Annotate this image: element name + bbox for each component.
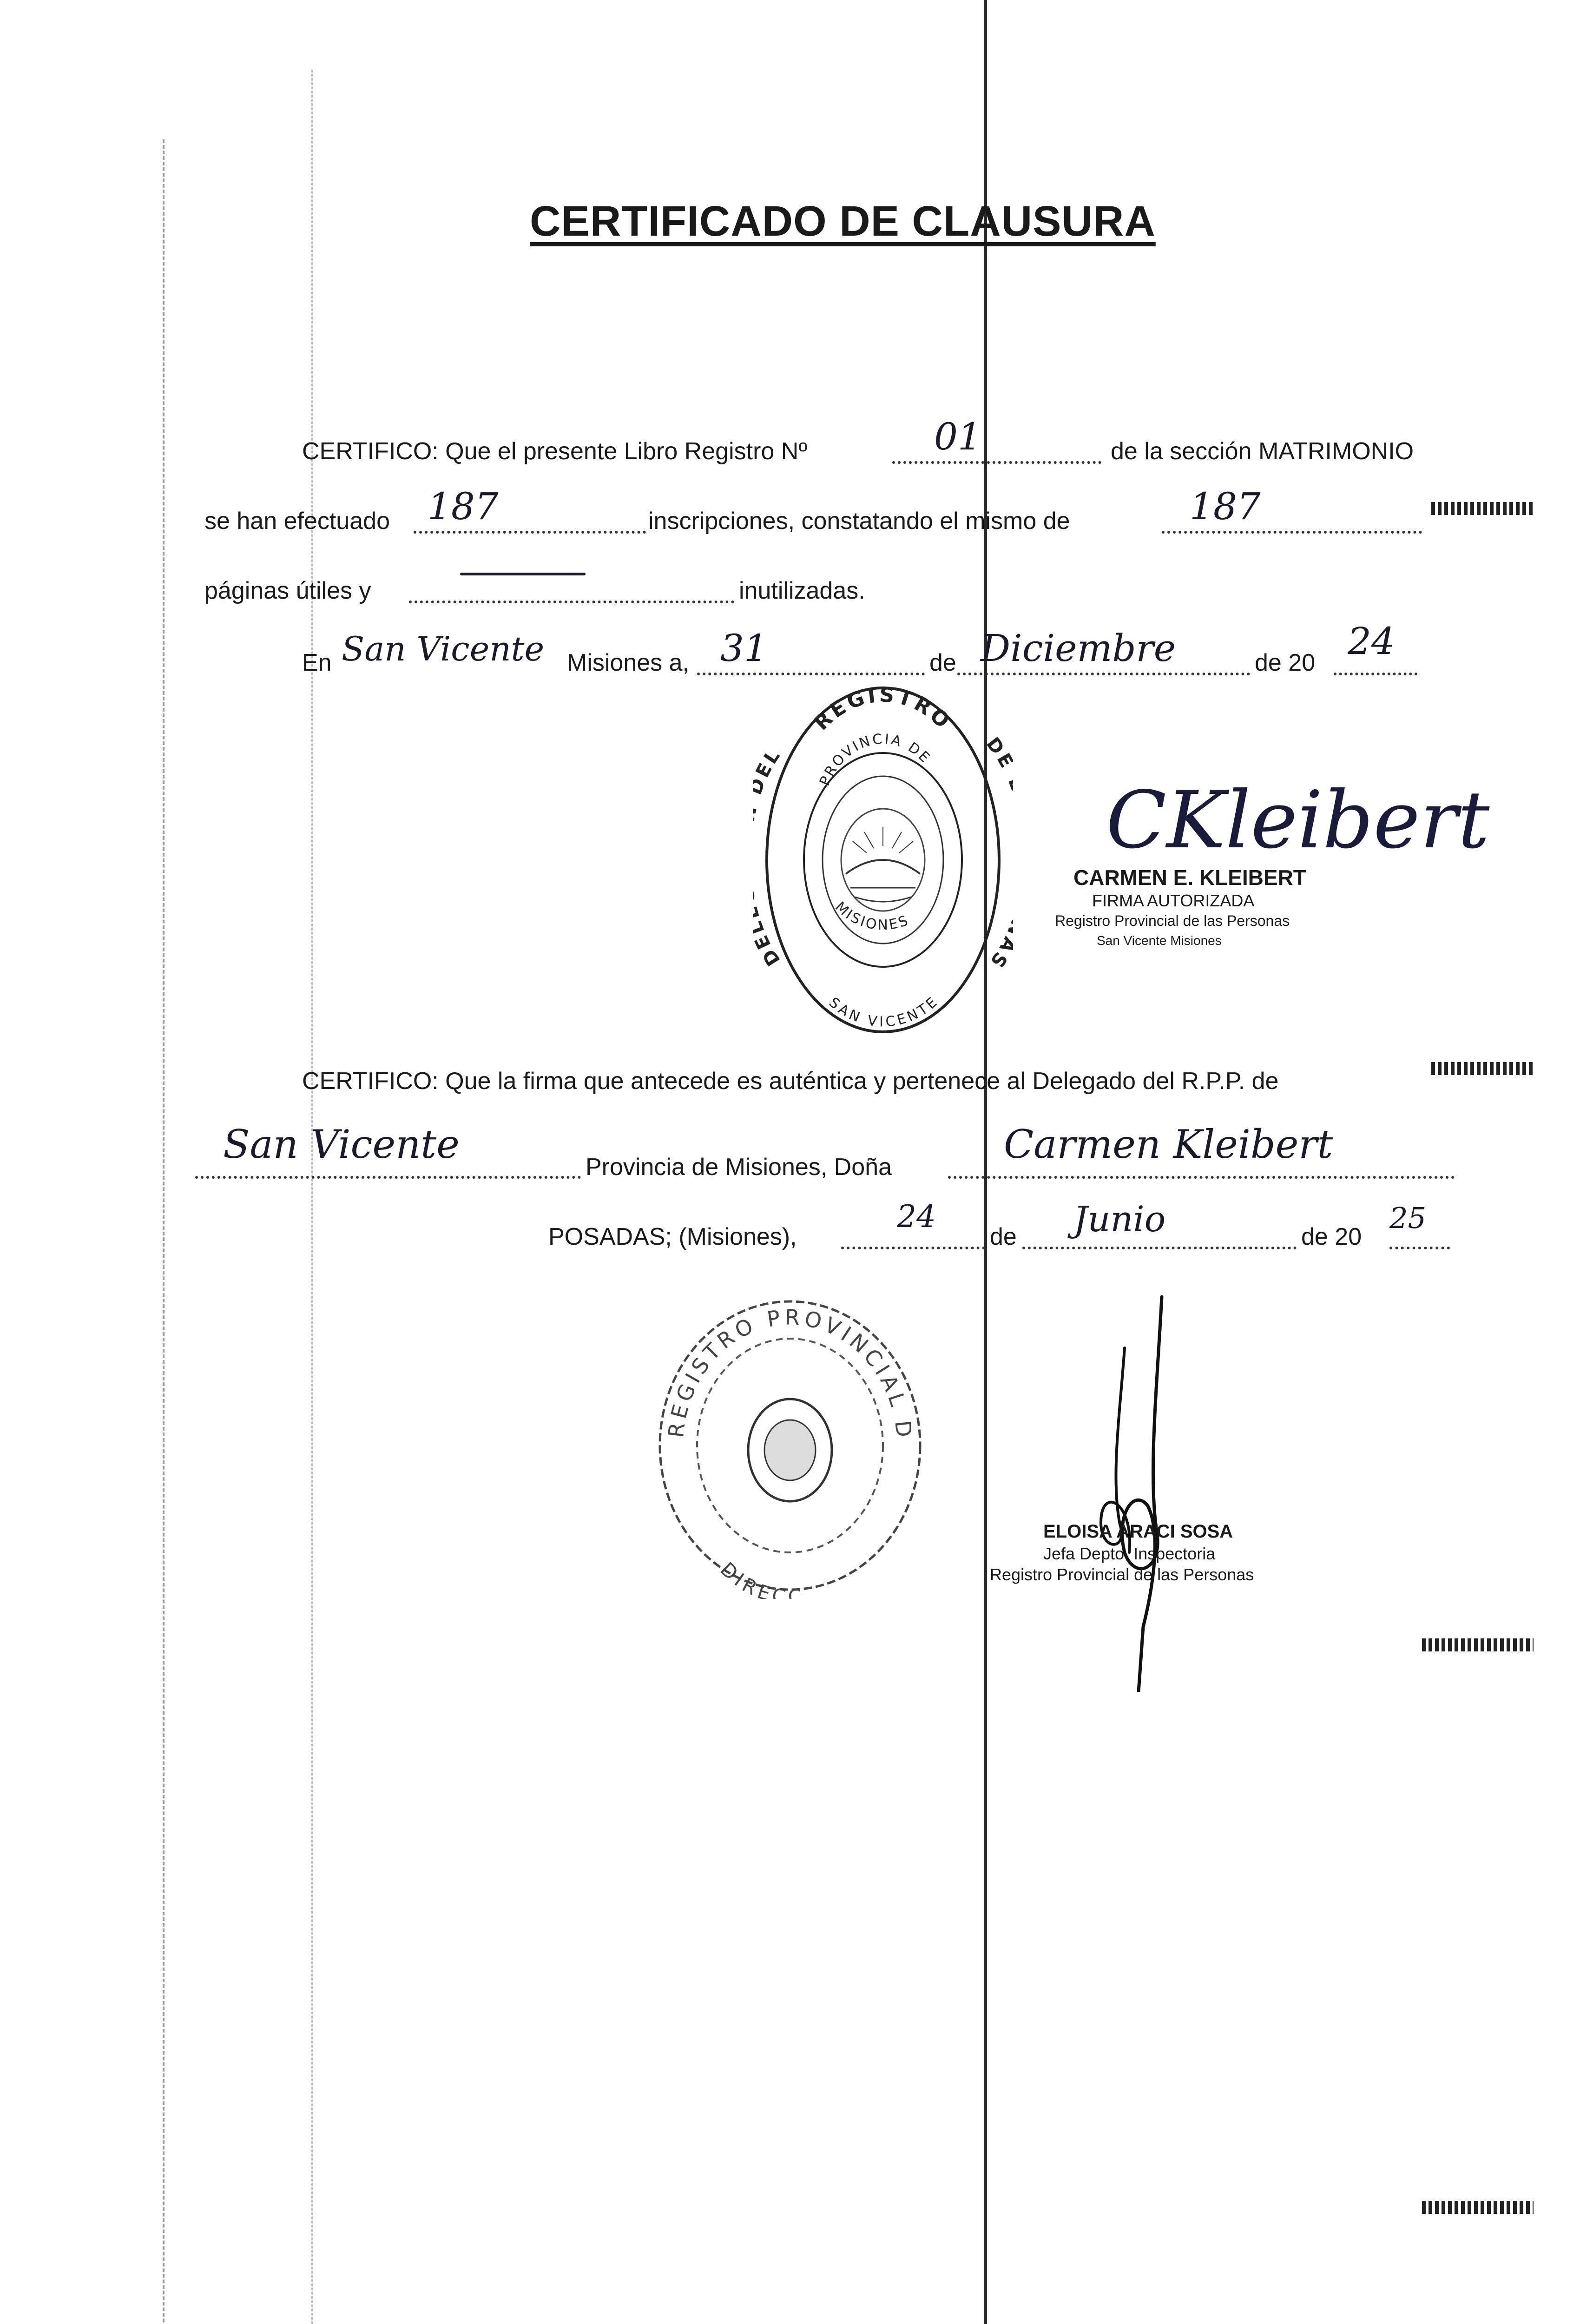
dotted-line <box>697 673 925 675</box>
p1-line2-start: se han efectuado <box>204 508 390 535</box>
handwritten-dash <box>460 573 586 575</box>
dotted-line <box>1022 1247 1297 1249</box>
p1-line1-end: de la sección MATRIMONIO <box>1111 438 1414 465</box>
scan-right-margin-dashes <box>311 70 315 2324</box>
dotted-line <box>409 601 734 603</box>
svg-text:SAN VICENTE <box>826 993 942 1030</box>
handwritten-year-2: 25 <box>1389 1201 1426 1235</box>
dotted-line <box>1162 531 1422 534</box>
handwritten-signature-kleibert: CKleibert <box>1106 774 1490 866</box>
p1-line4-year-prefix: de 20 <box>1255 649 1316 676</box>
handwritten-day-2: 24 <box>897 1199 936 1235</box>
signer1-name: CARMEN E. KLEIBERT <box>1073 865 1306 890</box>
page-title: CERTIFICADO DE CLAUSURA <box>530 198 1156 245</box>
scan-left-margin-dashes <box>163 139 166 2324</box>
dotted-line <box>892 461 1101 464</box>
signer2-name: ELOISA ARACI SOSA <box>1043 1521 1233 1542</box>
handwritten-day: 31 <box>720 627 768 670</box>
official-seal-direccion <box>651 1292 929 1599</box>
seal-outer-top-text: REGISTRO <box>810 683 956 735</box>
seal-outer-left-text: D EL <box>753 744 786 970</box>
seal2-bottom-text: DIRECC. <box>716 1558 817 1599</box>
p2-line3-de: de <box>990 1223 1017 1250</box>
handwritten-pages-count: 187 <box>1190 485 1261 528</box>
scan-mark <box>1431 502 1534 515</box>
scan-mark <box>1422 1638 1534 1651</box>
p2-line1: CERTIFICO: Que la firma que antecede es auténtica y pertenece al Delegado del R.P.P. de <box>302 1068 1279 1095</box>
svg-text:REGISTRO PROVINCIAL DE LAS PER <box>651 1292 917 1442</box>
dotted-line <box>948 1176 1455 1179</box>
signer1-role: FIRMA AUTORIZADA <box>1092 891 1255 910</box>
signer1-org: Registro Provincial de las Personas <box>1055 912 1290 929</box>
svg-text:DIRECC. <box>716 1558 817 1599</box>
handwritten-signature-sosa <box>1069 1292 1218 1692</box>
official-seal-san-vicente <box>753 679 1013 1041</box>
handwritten-year: 24 <box>1348 620 1395 663</box>
dotted-line <box>957 673 1250 675</box>
svg-text:MISIONES <box>832 899 912 934</box>
scan-mark <box>1422 2201 1534 2214</box>
handwritten-month: Diciembre <box>981 627 1176 670</box>
p1-line4-misiones: Misiones a, <box>567 649 689 676</box>
handwritten-inscriptions-count: 187 <box>428 485 499 528</box>
p1-line3-start: páginas útiles y <box>204 577 371 604</box>
svg-text:REGISTRO <box>810 683 956 735</box>
signer2-org: Registro Provincial de las Personas <box>990 1565 1254 1584</box>
handwritten-name: Carmen Kleibert <box>1004 1122 1333 1167</box>
signer2-role: Jefa Depto. Inspectoria <box>1043 1544 1216 1563</box>
dotted-line <box>841 1247 985 1249</box>
seal2-outer-text: REGISTRO PROVINCIAL D <box>663 1304 917 1442</box>
svg-text:PROVINCIA DE <box>816 731 934 788</box>
handwritten-month-2: Junio <box>1073 1198 1166 1240</box>
dotted-line <box>1389 1247 1450 1249</box>
seal-bottom-text: SAN VICENTE <box>825 992 942 1030</box>
p2-line3-posadas: POSADAS; (Misiones), <box>548 1223 797 1250</box>
handwritten-place: San Vicente <box>342 629 545 668</box>
dotted-line <box>414 531 646 534</box>
seal-outer-right-text: D S <box>981 733 1012 974</box>
p1-line1-start: CERTIFICO: Que el presente Libro Registro Nº <box>302 438 808 465</box>
seal-inner-bottom-text: MISIONES <box>832 898 912 934</box>
scan-fold-line <box>984 0 987 2324</box>
p2-line2-province: Provincia de Misiones, Doña <box>586 1154 892 1181</box>
dotted-line <box>1334 673 1417 675</box>
p1-line3-end: inutilizadas. <box>739 577 865 604</box>
p1-line4-en: En <box>302 649 332 676</box>
p1-line2-mid: inscripciones, constatando el mismo de <box>648 508 1070 535</box>
dotted-line <box>195 1176 581 1179</box>
handwritten-place-2: San Vicente <box>223 1122 460 1167</box>
handwritten-register-number: 01 <box>934 415 981 458</box>
p2-line3-year-prefix: de 20 <box>1301 1223 1362 1250</box>
signer1-place: San Vicente Misiones <box>1097 933 1222 948</box>
p1-line4-de: de <box>929 649 956 676</box>
scan-mark <box>1431 1062 1534 1075</box>
seal-inner-top-text: PROVINCIA DE <box>816 731 934 789</box>
